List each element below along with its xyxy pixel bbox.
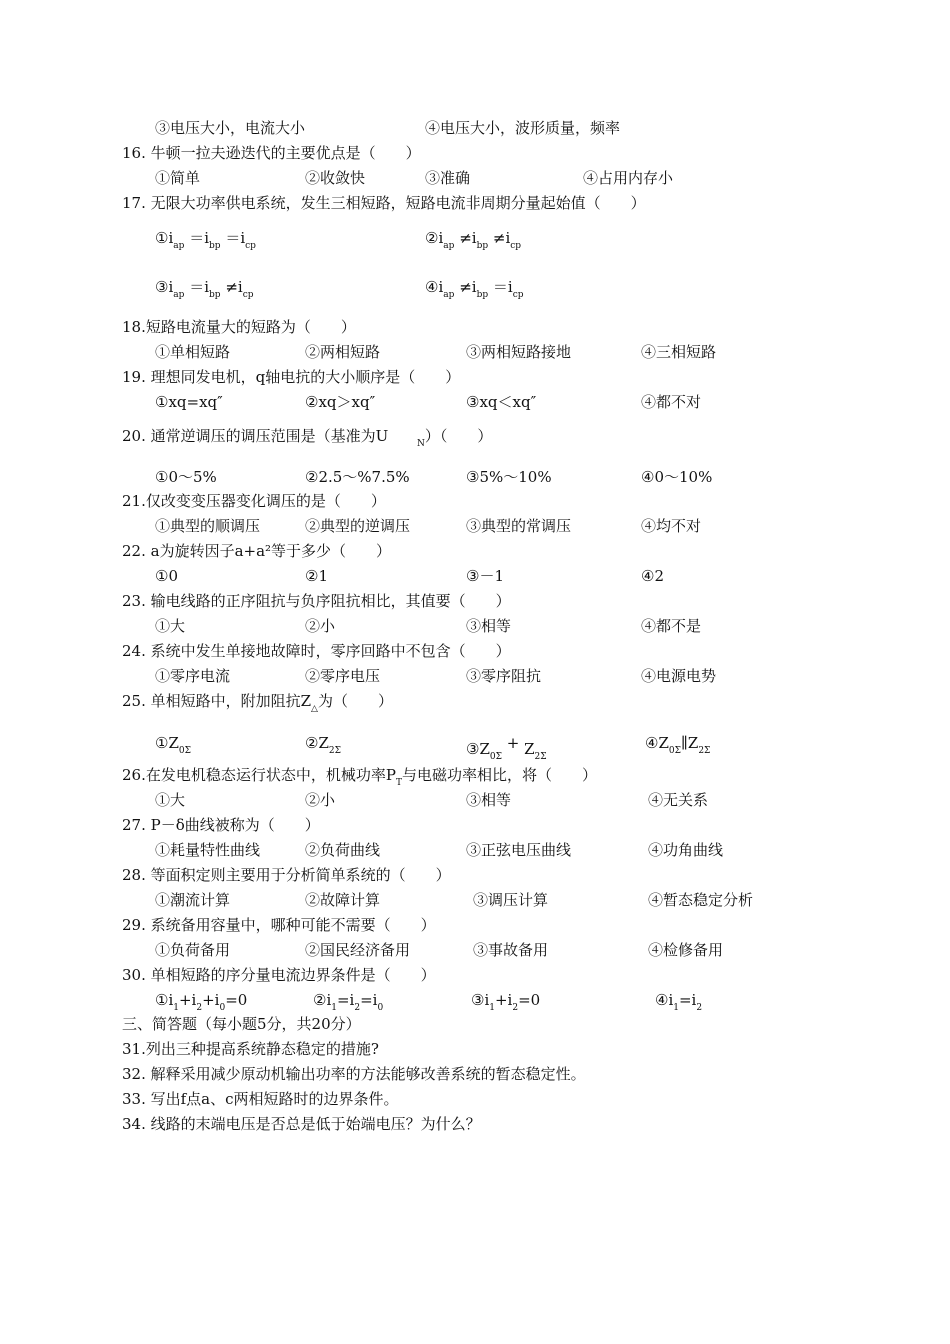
q26-question: 26.在发电机稳态运行状态中，机械功率$P_T$与电磁功率相比，将（ ） — [122, 766, 597, 788]
q25-question: 25. 单相短路中，附加阻抗$Z_\triangle$为（ ） — [122, 692, 393, 714]
option-text: ①简单 — [155, 169, 201, 187]
option-text: ②负荷曲线 — [305, 841, 381, 859]
q19-question: 19. 理想同发电机，q轴电抗的大小顺序是（ ） — [122, 368, 461, 386]
q25-option-2: $②Z_{2\Sigma}$ — [305, 734, 341, 756]
question-line: 33. 写出f点a、c两相短路时的边界条件。 — [122, 1090, 399, 1108]
option-text: ①耗量特性曲线 — [155, 841, 261, 859]
question-line: 27. P－δ曲线被称为（ ） — [122, 816, 320, 834]
question-line: 三、简答题（每小题5分，共20分） — [122, 1015, 361, 1033]
q18-option-1: ①单相短路 — [155, 343, 231, 361]
question-line: 31.列出三种提高系统静态稳定的措施? — [122, 1040, 379, 1058]
option-text: ③事故备用 — [473, 941, 549, 959]
q25-option-3: $③Z_{0\Sigma} + Z_{2\Sigma}$ — [466, 734, 547, 762]
option-text: ①大 — [155, 617, 186, 635]
question-line: 24. 系统中发生单接地故障时，零序回路中不包含（ ） — [122, 642, 511, 660]
q19-option-4: ④都不对 — [641, 393, 702, 411]
q19-option-3: ③xq＜xq″ — [466, 393, 537, 411]
option-text: ④均不对 — [641, 517, 702, 535]
option-text: ②小 — [305, 617, 336, 635]
q25-option-4: $④Z_{0\Sigma}\parallel Z_{2\Sigma}$ — [645, 734, 711, 756]
option-text: ④0～10% — [641, 468, 713, 486]
option-text: ④占用内存小 — [583, 169, 674, 187]
option-text: ④2 — [641, 567, 664, 585]
option-text: ②2.5～%7.5% — [305, 468, 410, 486]
q30-option-2: $②i_1=i_2=i_0$ — [313, 991, 384, 1013]
q17-option-3: $③i_{ap} =i_{bp} \ne i_{cp}$ — [155, 278, 254, 300]
option-text: ④检修备用 — [648, 941, 724, 959]
option-text: ④暂态稳定分析 — [648, 891, 754, 909]
question-line: 30. 单相短路的序分量电流边界条件是（ ） — [122, 966, 436, 984]
q25-option-1: $①Z_{0\Sigma}$ — [155, 734, 191, 756]
q17-option-4: $④i_{ap} \ne i_{bp} =i_{cp}$ — [425, 278, 524, 300]
question-line: 22. a为旋转因子a+a²等于多少（ ） — [122, 542, 392, 560]
option-text: ③－1 — [466, 567, 504, 585]
option-text: ④功角曲线 — [648, 841, 724, 859]
option-text: ④都不是 — [641, 617, 702, 635]
option-text: ③5%～10% — [466, 468, 552, 486]
q19-option-1: ①xq=xq″ — [155, 393, 223, 411]
option-text: ②零序电压 — [305, 667, 381, 685]
q30-option-1: $①i_1+i_2+i_0=0$ — [155, 991, 248, 1013]
option-text: ③相等 — [466, 791, 512, 809]
q18-question: 18.短路电流量大的短路为（ ） — [122, 318, 356, 336]
option-text: ③典型的常调压 — [466, 517, 572, 535]
option-text: ④电压大小，波形质量，频率 — [425, 119, 621, 137]
q18-option-2: ②两相短路 — [305, 343, 381, 361]
q17-option-2: $②i_{ap} \ne i_{bp} \ne i_{cp}$ — [425, 229, 522, 251]
q17-option-1: $①i_{ap} =i_{bp} =i_{cp}$ — [155, 229, 256, 251]
question-line: 17. 无限大功率供电系统，发生三相短路，短路电流非周期分量起始值（ ） — [122, 194, 646, 212]
option-text: ①负荷备用 — [155, 941, 231, 959]
option-text: ③电压大小，电流大小 — [155, 119, 306, 137]
q30-option-3: $③i_1+i_2=0$ — [471, 991, 541, 1013]
question-line: 29. 系统备用容量中，哪种可能不需要（ ） — [122, 916, 436, 934]
option-text: ③正弦电压曲线 — [466, 841, 572, 859]
question-line: 16. 牛顿一拉夫逊迭代的主要优点是（ ） — [122, 144, 421, 162]
option-text: ②国民经济备用 — [305, 941, 411, 959]
option-text: ②典型的逆调压 — [305, 517, 411, 535]
question-line: 23. 输电线路的正序阻抗与负序阻抗相比，其值要（ ） — [122, 592, 511, 610]
option-text: ④无关系 — [648, 791, 709, 809]
option-text: ③零序阻抗 — [466, 667, 542, 685]
option-text: ④电源电势 — [641, 667, 717, 685]
question-line: 28. 等面积定则主要用于分析简单系统的（ ） — [122, 866, 451, 884]
option-text: ②小 — [305, 791, 336, 809]
q20-question-tail: $_N$）（ ） — [417, 427, 493, 449]
question-line: 34. 线路的末端电压是否总是低于始端电压？为什么？ — [122, 1115, 481, 1133]
q18-option-4: ④三相短路 — [641, 343, 717, 361]
option-text: ③调压计算 — [473, 891, 549, 909]
option-text: ③相等 — [466, 617, 512, 635]
q19-option-2: ②xq＞xq″ — [305, 393, 376, 411]
question-line: 21.仅改变变压器变化调压的是（ ） — [122, 492, 386, 510]
option-text: ②1 — [305, 567, 328, 585]
question-line: 32. 解释采用减少原动机输出功率的方法能够改善系统的暂态稳定性。 — [122, 1065, 586, 1083]
option-text: ①大 — [155, 791, 186, 809]
option-text: ①潮流计算 — [155, 891, 231, 909]
q30-option-4: $④i_1=i_2$ — [655, 991, 703, 1013]
option-text: ①零序电流 — [155, 667, 231, 685]
option-text: ①典型的顺调压 — [155, 517, 261, 535]
option-text: ②故障计算 — [305, 891, 381, 909]
option-text: ①0 — [155, 567, 178, 585]
option-text: ①0～5% — [155, 468, 217, 486]
option-text: ③准确 — [425, 169, 471, 187]
option-text: ②收敛快 — [305, 169, 366, 187]
question-line: 20. 通常逆调压的调压范围是（基准为U — [122, 427, 389, 445]
q18-option-3: ③两相短路接地 — [466, 343, 572, 361]
